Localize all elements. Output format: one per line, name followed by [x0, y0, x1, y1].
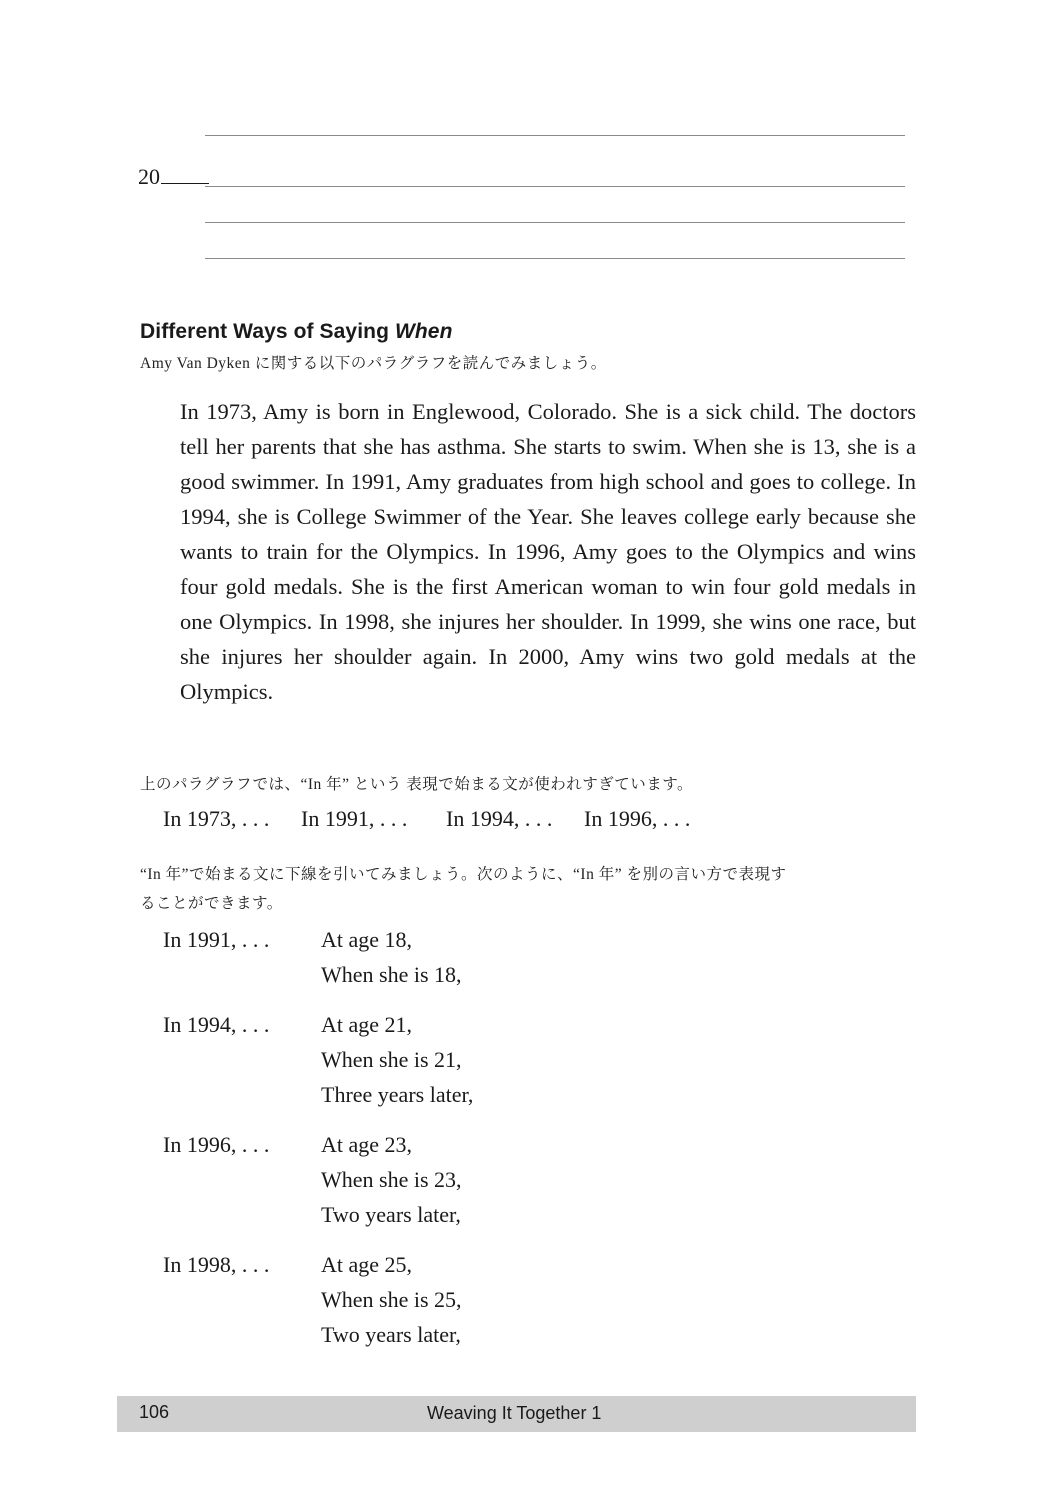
alternatives-table — [163, 922, 473, 1367]
alternative-value: Two years later, — [321, 1202, 461, 1227]
alternative-group — [163, 1127, 473, 1232]
example-phrase: In 1973, . . . — [163, 806, 270, 831]
alternative-value: At age 23, — [321, 1132, 413, 1157]
alternative-key: In 1991, . . . — [163, 927, 270, 952]
section-title-emphasis: When — [394, 320, 453, 343]
examples-row — [163, 802, 690, 836]
alternative-value: When she is 23, — [321, 1167, 462, 1192]
writing-line — [205, 135, 905, 136]
alternative-value: When she is 21, — [321, 1047, 462, 1072]
section-title — [140, 318, 453, 346]
alternative-values — [321, 1247, 462, 1352]
section-instruction: Amy Van Dyken に関する以下のパラグラフを読んでみましょう。 — [140, 355, 607, 372]
year-blank-underline — [161, 165, 209, 184]
alternative-values — [321, 1007, 473, 1112]
example-phrase: In 1994, . . . — [446, 806, 553, 831]
note-text: 上のパラグラフでは、“In 年” という 表現で始まる文が使われすぎています。 — [140, 776, 694, 793]
instruction-line-1: “In 年”で始まる文に下線を引いてみましょう。次のように、“In 年” を別の言い方で表現す — [140, 866, 787, 883]
year-blank — [138, 163, 209, 191]
alternative-group — [163, 922, 473, 992]
writing-line — [205, 258, 905, 259]
alternative-value: Two years later, — [321, 1322, 461, 1347]
alternative-value: When she is 25, — [321, 1287, 462, 1312]
writing-line — [205, 222, 905, 223]
alternative-key: In 1994, . . . — [163, 1012, 270, 1037]
alternative-values — [321, 1127, 462, 1232]
alternative-values — [321, 922, 462, 992]
alternative-value: At age 21, — [321, 1012, 413, 1037]
alternative-value: At age 25, — [321, 1252, 413, 1277]
year-prefix: 20 — [138, 164, 160, 189]
page-footer — [117, 1396, 916, 1432]
book-title: Weaving It Together 1 — [427, 1403, 602, 1423]
example-phrase: In 1996, . . . — [584, 806, 691, 831]
alternative-group — [163, 1247, 473, 1352]
alternative-value: Three years later, — [321, 1082, 474, 1107]
alternative-key: In 1996, . . . — [163, 1132, 270, 1157]
page-number: 106 — [139, 1402, 170, 1422]
alternative-group — [163, 1007, 473, 1112]
instruction-line-2: ることができます。 — [140, 895, 283, 912]
alternative-value: When she is 18, — [321, 962, 462, 987]
alternative-key: In 1998, . . . — [163, 1252, 270, 1277]
reading-paragraph: In 1973, Amy is born in Englewood, Colorado. She is a sick child. The doctors tell her parents that she has asthma. She starts to swim. When she is 13, she is a good swimmer. In 1991, Amy graduates from high school and goes to college. In 1994, she is College Swimmer of the Year. She leaves college early because she wants to train for the Olympics. In 1996, Amy goes to the Olympics and wins four gold medals. She is the first American woman to win four gold medals in one Olympics. In 1998, she injures her shoulder. In 1999, she wins one race, but she injures her shoulder again. In 2000, Amy wins two gold medals at the Olympics. — [180, 399, 916, 704]
writing-line — [205, 186, 905, 187]
example-phrase: In 1991, . . . — [301, 806, 408, 831]
section-title-text: Different Ways of Saying — [140, 320, 395, 343]
alternative-value: At age 18, — [321, 927, 413, 952]
